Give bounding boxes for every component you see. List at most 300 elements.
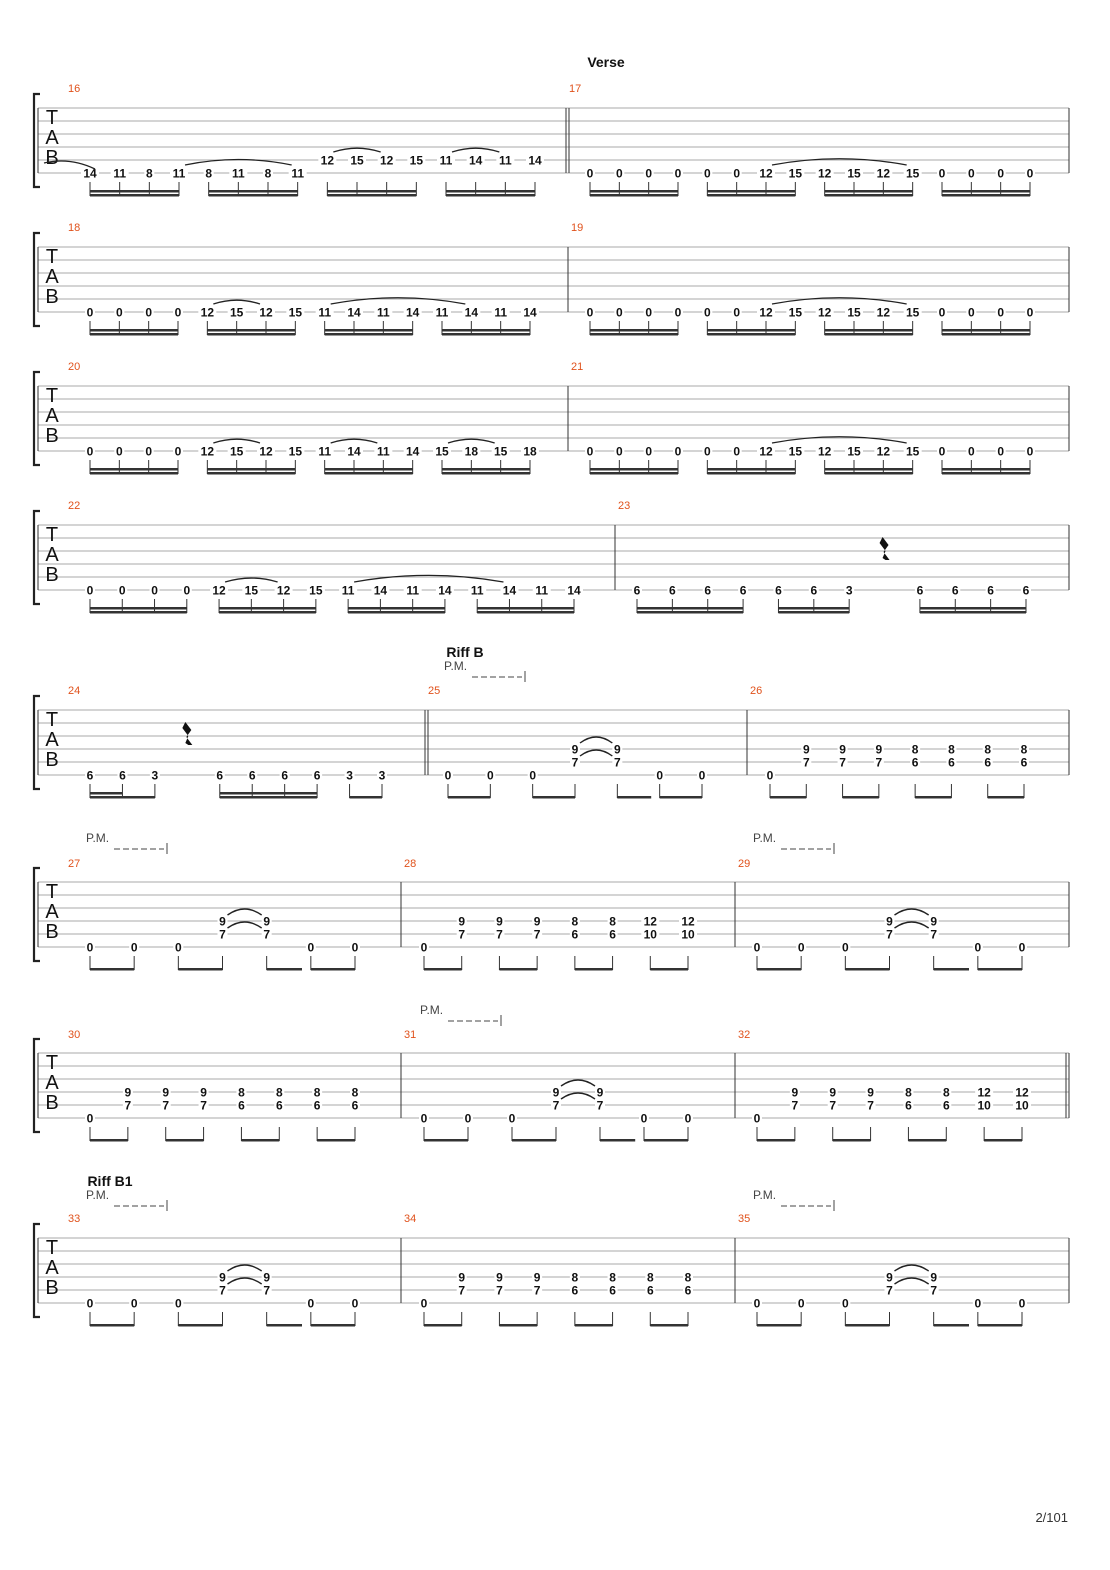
- measure-number: 26: [750, 685, 763, 697]
- fret-number: 7: [571, 755, 579, 770]
- measure-number: 35: [738, 1213, 751, 1225]
- fret-number: 9: [219, 914, 226, 929]
- fret-number: 9: [552, 1085, 560, 1100]
- fret-number: 15: [244, 583, 259, 598]
- tab-clef-letter: B: [45, 1092, 59, 1114]
- fret-number: 7: [124, 1098, 132, 1113]
- fret-number: 6: [1022, 583, 1030, 598]
- fret-number: 0: [967, 166, 975, 181]
- fret-number: 7: [886, 927, 893, 942]
- beam-secondary: [590, 329, 678, 332]
- beam: [267, 1324, 302, 1327]
- fret-number: 0: [115, 444, 123, 459]
- fret-number: 6: [281, 768, 289, 783]
- fret-number: 12: [681, 914, 695, 929]
- fret-number: 6: [984, 755, 992, 770]
- slur: [331, 439, 378, 443]
- fret-number: 11: [341, 583, 355, 598]
- beam: [650, 1324, 688, 1327]
- fret-number: 11: [318, 444, 332, 459]
- section-title: Riff B: [446, 644, 484, 660]
- beam: [267, 968, 302, 971]
- slur: [354, 575, 503, 582]
- fret-number: 9: [571, 742, 579, 757]
- fret-number: 7: [200, 1098, 207, 1113]
- fret-number: 7: [875, 755, 883, 770]
- beam-secondary: [590, 468, 678, 471]
- fret-number: 15: [409, 153, 424, 168]
- beam-secondary: [207, 468, 295, 471]
- measure-number: 22: [68, 500, 81, 512]
- fret-number: 0: [130, 940, 138, 955]
- fret-number: 0: [974, 940, 982, 955]
- fret-number: 6: [86, 768, 94, 783]
- tie: [561, 1093, 595, 1099]
- fret-number: 9: [886, 914, 893, 929]
- fret-number: 10: [977, 1098, 991, 1113]
- fret-number: 8: [145, 166, 153, 181]
- fret-number: 7: [533, 927, 541, 942]
- tab-clef-letter: A: [45, 1072, 59, 1094]
- page-number: 2/101: [1035, 1510, 1068, 1525]
- fret-number: 0: [86, 583, 94, 598]
- fret-number: 11: [113, 166, 127, 181]
- beam: [575, 968, 613, 971]
- beam-secondary: [477, 607, 574, 610]
- fret-number: 0: [86, 1296, 94, 1311]
- fret-number: 7: [930, 927, 938, 942]
- fret-number: 9: [802, 742, 810, 757]
- beam-secondary: [942, 468, 1030, 471]
- palm-mute-label: P.M.: [753, 1188, 777, 1202]
- fret-number: 10: [643, 927, 657, 942]
- fret-number: 0: [86, 1111, 94, 1126]
- fret-number: 15: [788, 305, 803, 320]
- fret-number: 0: [938, 305, 946, 320]
- fret-number: 0: [684, 1111, 692, 1126]
- beam: [833, 1139, 871, 1142]
- fret-number: 0: [615, 444, 623, 459]
- beam-secondary: [325, 468, 413, 471]
- fret-number: 0: [674, 166, 682, 181]
- fret-number: 9: [839, 742, 846, 757]
- fret-number: 15: [905, 166, 920, 181]
- beam: [575, 1324, 613, 1327]
- beam: [934, 968, 969, 971]
- fret-number: 0: [307, 1296, 315, 1311]
- beam-secondary: [220, 792, 317, 795]
- beam: [845, 968, 889, 971]
- fret-number: 9: [791, 1085, 799, 1100]
- fret-number: 0: [733, 305, 741, 320]
- beam-secondary: [778, 607, 813, 610]
- fret-number: 0: [753, 1111, 761, 1126]
- fret-number: 0: [674, 444, 682, 459]
- beam: [942, 333, 1030, 336]
- beam: [325, 472, 413, 475]
- fret-number: 6: [775, 583, 782, 598]
- beam: [178, 1324, 222, 1327]
- fret-number: 14: [502, 583, 517, 598]
- fret-number: 0: [307, 940, 315, 955]
- beam: [90, 333, 178, 336]
- measure-number: 20: [68, 361, 81, 373]
- fret-number: 11: [535, 583, 549, 598]
- fret-number: 11: [172, 166, 186, 181]
- beam: [757, 968, 801, 971]
- beam: [424, 1324, 462, 1327]
- fret-number: 12: [759, 305, 773, 320]
- fret-number: 15: [493, 444, 508, 459]
- beam: [241, 1139, 279, 1142]
- beam: [825, 333, 913, 336]
- fret-number: 0: [86, 444, 94, 459]
- measure-number: 33: [68, 1213, 81, 1225]
- beam: [988, 796, 1024, 799]
- beam-secondary: [590, 190, 678, 193]
- beam-secondary: [446, 190, 535, 193]
- measure-number: 30: [68, 1029, 81, 1041]
- fret-number: 11: [406, 583, 420, 598]
- beam: [327, 194, 416, 197]
- beam-secondary: [90, 190, 179, 193]
- beam-secondary: [707, 468, 795, 471]
- tab-clef-letter: T: [45, 1052, 59, 1074]
- fret-number: 0: [645, 444, 653, 459]
- tie: [561, 1080, 595, 1086]
- fret-number: 7: [596, 1098, 604, 1113]
- beam-secondary: [327, 190, 416, 193]
- fret-number: 6: [911, 755, 919, 770]
- tab-clef-letter: B: [45, 425, 59, 447]
- fret-number: 14: [405, 305, 420, 320]
- beam: [90, 1139, 128, 1142]
- beam-secondary: [942, 329, 1030, 332]
- beam: [978, 968, 1022, 971]
- tab-clef-letter: B: [45, 564, 59, 586]
- fret-number: 0: [1018, 1296, 1026, 1311]
- beam-secondary: [325, 329, 413, 332]
- beam: [325, 333, 413, 336]
- fret-number: 8: [571, 914, 579, 929]
- fret-number: 3: [845, 583, 853, 598]
- beam-secondary: [442, 468, 530, 471]
- tab-clef-letter: A: [45, 729, 59, 751]
- fret-number: 6: [609, 927, 616, 942]
- fret-number: 14: [528, 153, 542, 168]
- fret-number: 7: [886, 1283, 893, 1298]
- beam: [825, 472, 913, 475]
- tab-clef-letter: T: [45, 709, 59, 731]
- beam: [219, 611, 316, 614]
- fret-number: 15: [847, 166, 861, 181]
- beam: [660, 796, 702, 799]
- fret-number: 11: [435, 305, 449, 320]
- slur: [213, 439, 260, 443]
- beam: [590, 194, 678, 197]
- fret-number: 9: [867, 1085, 874, 1100]
- tie: [895, 922, 929, 928]
- palm-mute-label: P.M.: [420, 1003, 444, 1017]
- fret-number: 7: [496, 927, 503, 942]
- tab-clef-letter: T: [45, 524, 59, 546]
- measure-number: 34: [404, 1213, 417, 1225]
- fret-number: 0: [586, 305, 594, 320]
- beam: [207, 333, 295, 336]
- slur: [452, 148, 499, 152]
- fret-number: 9: [533, 914, 541, 929]
- tie: [580, 750, 612, 756]
- beam-secondary: [707, 329, 795, 332]
- fret-number: 12: [379, 153, 394, 168]
- tab-clef-letter: T: [45, 385, 59, 407]
- fret-number: 11: [376, 444, 390, 459]
- fret-number: 14: [405, 444, 420, 459]
- beam: [207, 472, 295, 475]
- slur: [448, 439, 495, 443]
- fret-number: 15: [309, 583, 323, 598]
- fret-number: 8: [205, 166, 213, 181]
- fret-number: 0: [174, 305, 182, 320]
- fret-number: 3: [151, 768, 159, 783]
- fret-number: 12: [643, 914, 657, 929]
- beam: [424, 968, 462, 971]
- fret-number: 6: [571, 1283, 579, 1298]
- slur: [333, 148, 380, 152]
- tab-clef-letter: B: [45, 921, 59, 943]
- fret-number: 18: [523, 444, 537, 459]
- measure-number: 24: [68, 685, 81, 697]
- fret-number: 6: [916, 583, 924, 598]
- fret-number: 12: [1015, 1085, 1029, 1100]
- fret-number: 11: [318, 305, 332, 320]
- fret-number: 8: [942, 1085, 950, 1100]
- fret-number: 0: [733, 166, 741, 181]
- beam: [90, 796, 155, 799]
- fret-number: 15: [905, 444, 920, 459]
- fret-number: 12: [200, 305, 215, 320]
- fret-number: 15: [435, 444, 449, 459]
- beam-secondary: [90, 607, 187, 610]
- fret-number: 0: [753, 1296, 761, 1311]
- beam: [637, 611, 743, 614]
- fret-number: 7: [496, 1283, 503, 1298]
- fret-number: 9: [886, 1270, 893, 1285]
- fret-number: 6: [119, 768, 126, 783]
- fret-number: 0: [645, 166, 653, 181]
- tie: [895, 909, 929, 915]
- beam: [707, 194, 795, 197]
- fret-number: 11: [439, 153, 453, 168]
- palm-mute-label: P.M.: [753, 831, 777, 845]
- fret-number: 0: [115, 305, 123, 320]
- tab-clef-letter: A: [45, 127, 59, 149]
- fret-number: 9: [458, 914, 466, 929]
- fret-number: 0: [974, 1296, 982, 1311]
- fret-number: 12: [759, 166, 773, 181]
- fret-number: 0: [183, 583, 191, 598]
- fret-number: 0: [674, 305, 682, 320]
- fret-number: 0: [766, 768, 774, 783]
- fret-number: 12: [759, 444, 773, 459]
- beam: [90, 1324, 134, 1327]
- fret-number: 6: [238, 1098, 245, 1113]
- fret-number: 6: [571, 927, 579, 942]
- beam: [825, 194, 913, 197]
- fret-number: 6: [684, 1283, 692, 1298]
- fret-number: 0: [797, 940, 805, 955]
- tab-clef-letter: B: [45, 286, 59, 308]
- fret-number: 3: [378, 768, 386, 783]
- fret-number: 9: [124, 1085, 132, 1100]
- fret-number: 7: [867, 1098, 874, 1113]
- fret-number: 11: [291, 166, 305, 181]
- fret-number: 6: [248, 768, 256, 783]
- fret-number: 9: [162, 1085, 170, 1100]
- fret-number: 11: [470, 583, 484, 598]
- beam: [166, 1139, 204, 1142]
- beam: [499, 968, 537, 971]
- fret-number: 11: [231, 166, 245, 181]
- measure-number: 16: [68, 83, 81, 95]
- fret-number: 9: [875, 742, 883, 757]
- beam-secondary: [348, 607, 445, 610]
- fret-number: 9: [596, 1085, 604, 1100]
- fret-number: 12: [259, 444, 273, 459]
- fret-number: 0: [486, 768, 494, 783]
- fret-number: 9: [533, 1270, 541, 1285]
- beam-secondary: [942, 190, 1030, 193]
- fret-number: 7: [533, 1283, 541, 1298]
- fret-number: 0: [1018, 940, 1026, 955]
- tie: [228, 1265, 262, 1271]
- fret-number: 0: [508, 1111, 516, 1126]
- beam-secondary: [825, 468, 913, 471]
- palm-mute-label: P.M.: [444, 659, 468, 673]
- beam-secondary: [90, 468, 178, 471]
- fret-number: 0: [1026, 444, 1034, 459]
- fret-number: 6: [669, 583, 676, 598]
- fret-number: 15: [847, 305, 861, 320]
- fret-number: 18: [464, 444, 479, 459]
- beam: [512, 1139, 556, 1142]
- fret-number: 15: [788, 444, 803, 459]
- measure-number: 32: [738, 1029, 751, 1041]
- beam-secondary: [90, 329, 178, 332]
- beam: [590, 472, 678, 475]
- beam: [446, 194, 535, 197]
- fret-number: 0: [351, 1296, 359, 1311]
- fret-number: 15: [788, 166, 803, 181]
- fret-number: 0: [698, 768, 706, 783]
- fret-number: 0: [640, 1111, 648, 1126]
- fret-number: 7: [791, 1098, 799, 1113]
- fret-number: 0: [118, 583, 126, 598]
- beam: [650, 968, 688, 971]
- section-title: Verse: [587, 54, 625, 70]
- fret-number: 6: [351, 1098, 359, 1113]
- fret-number: 14: [464, 305, 479, 320]
- tab-clef-letter: A: [45, 1257, 59, 1279]
- fret-number: 6: [646, 1283, 654, 1298]
- tab-clef-letter: A: [45, 405, 59, 427]
- beam: [590, 333, 678, 336]
- fret-number: 11: [498, 153, 512, 168]
- fret-number: 0: [130, 1296, 138, 1311]
- fret-number: 6: [948, 755, 955, 770]
- fret-number: 7: [219, 1283, 226, 1298]
- tab-clef-letter: A: [45, 901, 59, 923]
- beam: [178, 968, 222, 971]
- beam: [317, 1139, 355, 1142]
- fret-number: 6: [609, 1283, 616, 1298]
- fret-number: 14: [438, 583, 452, 598]
- fret-number: 0: [351, 940, 359, 955]
- beam: [350, 796, 382, 799]
- fret-number: 14: [523, 305, 537, 320]
- fret-number: 6: [942, 1098, 950, 1113]
- beam: [424, 1139, 468, 1142]
- beam: [90, 611, 187, 614]
- fret-number: 0: [997, 166, 1005, 181]
- fret-number: 8: [351, 1085, 359, 1100]
- beam-secondary: [825, 329, 913, 332]
- beam: [757, 1324, 801, 1327]
- fret-number: 8: [609, 1270, 616, 1285]
- fret-number: 6: [905, 1098, 912, 1113]
- fret-number: 9: [200, 1085, 207, 1100]
- fret-number: 10: [681, 927, 695, 942]
- fret-number: 3: [346, 768, 353, 783]
- fret-number: 0: [174, 444, 182, 459]
- fret-number: 12: [817, 305, 832, 320]
- fret-number: 8: [571, 1270, 579, 1285]
- fret-number: 8: [264, 166, 272, 181]
- fret-number: 9: [613, 742, 621, 757]
- fret-number: 0: [145, 305, 153, 320]
- beam: [915, 796, 951, 799]
- tie: [895, 1265, 929, 1271]
- fret-number: 0: [615, 305, 623, 320]
- fret-number: 9: [930, 1270, 938, 1285]
- fret-number: 8: [948, 742, 955, 757]
- fret-number: 8: [646, 1270, 654, 1285]
- fret-number: 15: [350, 153, 364, 168]
- fret-number: 0: [464, 1111, 472, 1126]
- fret-number: 8: [275, 1085, 283, 1100]
- fret-number: 0: [1026, 305, 1034, 320]
- tie: [228, 1278, 262, 1284]
- beam: [209, 194, 298, 197]
- fret-number: 12: [977, 1085, 991, 1100]
- fret-number: 0: [86, 940, 94, 955]
- fret-number: 6: [633, 583, 641, 598]
- fret-number: 8: [684, 1270, 692, 1285]
- fret-number: 12: [876, 444, 891, 459]
- fret-number: 9: [496, 1270, 503, 1285]
- palm-mute-label: P.M.: [86, 831, 110, 845]
- fret-number: 0: [797, 1296, 805, 1311]
- measure-number: 29: [738, 858, 751, 870]
- beam: [770, 796, 806, 799]
- fret-number: 6: [313, 1098, 321, 1113]
- beam-secondary: [209, 190, 298, 193]
- fret-number: 6: [275, 1098, 283, 1113]
- fret-number: 8: [1020, 742, 1028, 757]
- fret-number: 6: [704, 583, 712, 598]
- fret-number: 12: [276, 583, 291, 598]
- palm-mute-label: P.M.: [86, 1188, 110, 1202]
